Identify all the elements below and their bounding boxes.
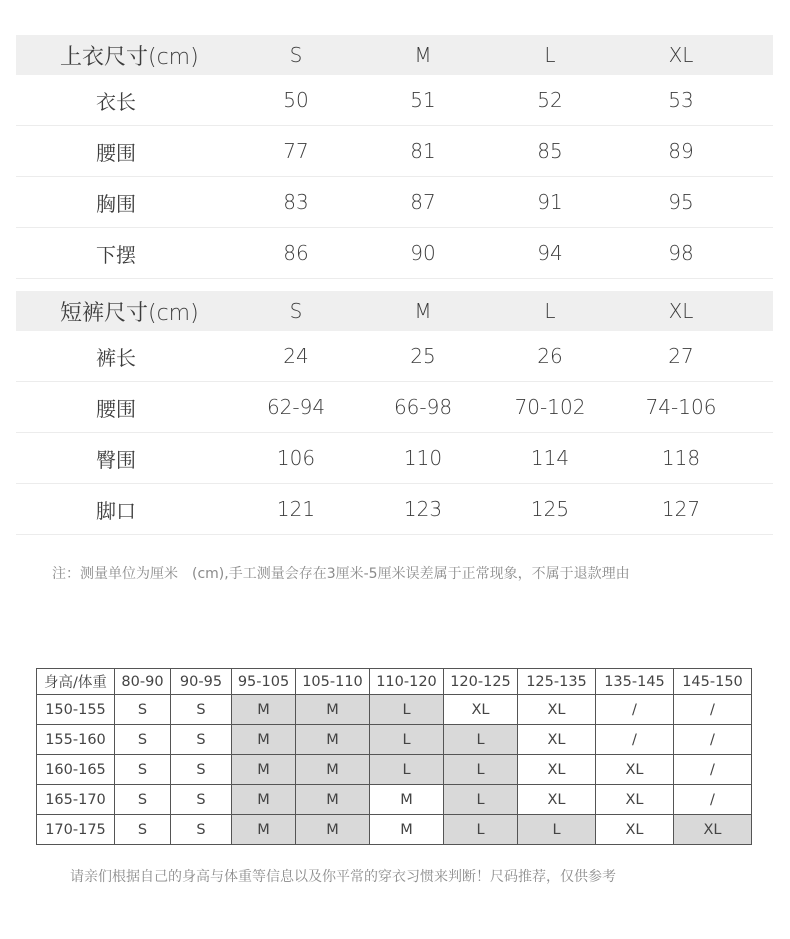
row-label: 腰围 — [96, 140, 136, 165]
value-cell: 125 — [530, 497, 570, 521]
size-header-l: L — [544, 299, 556, 323]
rec-size-cell: M — [296, 755, 370, 785]
value-cell: 66-98 — [393, 395, 453, 419]
row-label: 臀围 — [96, 447, 136, 472]
rec-size-cell: S — [171, 785, 232, 815]
value-cell: 89 — [668, 139, 694, 163]
rec-size-cell: XL — [596, 785, 674, 815]
rec-size-cell: / — [674, 755, 752, 785]
value-cell: 53 — [668, 88, 694, 112]
size-header-l: L — [544, 43, 556, 67]
rec-size-cell: M — [296, 695, 370, 725]
rec-weight-header: 110-120 — [370, 669, 444, 695]
rec-height-label: 160-165 — [37, 755, 115, 785]
rec-size-cell: S — [171, 725, 232, 755]
rec-size-cell: S — [171, 815, 232, 845]
value-cell: 83 — [283, 190, 309, 214]
shorts-row-length — [16, 331, 773, 382]
row-label: 脚口 — [96, 498, 136, 523]
size-recommendation-table — [36, 668, 752, 845]
rec-header-corner: 身高/体重 — [37, 669, 115, 695]
row-label: 下摆 — [96, 242, 136, 267]
rec-size-cell: / — [674, 695, 752, 725]
value-cell: 114 — [530, 446, 570, 470]
value-cell: 121 — [276, 497, 316, 521]
value-cell: 51 — [410, 88, 436, 112]
rec-size-cell: XL — [518, 755, 596, 785]
value-cell: 85 — [537, 139, 563, 163]
rec-size-cell: M — [296, 785, 370, 815]
rec-size-cell: M — [232, 785, 296, 815]
rec-size-cell: S — [115, 785, 171, 815]
value-cell: 127 — [661, 497, 701, 521]
rec-weight-header: 95-105 — [232, 669, 296, 695]
rec-size-cell: L — [444, 815, 518, 845]
rec-size-cell: S — [171, 755, 232, 785]
value-cell: 98 — [668, 241, 694, 265]
rec-size-cell: L — [370, 725, 444, 755]
rec-size-cell: M — [232, 755, 296, 785]
value-cell: 95 — [668, 190, 694, 214]
rec-size-cell: XL — [596, 755, 674, 785]
shorts-row-waist — [16, 382, 773, 433]
rec-size-cell: XL — [518, 725, 596, 755]
rec-weight-header: 80-90 — [115, 669, 171, 695]
rec-size-cell: L — [444, 755, 518, 785]
rec-size-cell: S — [115, 725, 171, 755]
row-label: 腰围 — [96, 396, 136, 421]
shorts-row-leg-opening — [16, 484, 773, 535]
rec-row — [37, 725, 752, 755]
size-header-s: S — [289, 299, 303, 323]
rec-height-label: 165-170 — [37, 785, 115, 815]
rec-size-cell: XL — [674, 815, 752, 845]
rec-size-cell: S — [115, 695, 171, 725]
rec-size-cell: XL — [444, 695, 518, 725]
value-cell: 25 — [410, 344, 436, 368]
shorts-row-hip — [16, 433, 773, 484]
top-size-title: 上衣尺寸(cm) — [60, 44, 199, 70]
rec-header-row — [37, 669, 752, 695]
rec-weight-header: 105-110 — [296, 669, 370, 695]
value-cell: 77 — [283, 139, 309, 163]
shorts-size-title: 短裤尺寸(cm) — [60, 300, 199, 326]
rec-size-cell: L — [444, 725, 518, 755]
rec-size-cell: / — [674, 725, 752, 755]
value-cell: 74-106 — [645, 395, 717, 419]
value-cell: 91 — [537, 190, 563, 214]
rec-weight-header: 125-135 — [518, 669, 596, 695]
value-cell: 86 — [283, 241, 309, 265]
top-row-hem — [16, 228, 773, 279]
value-cell: 94 — [537, 241, 563, 265]
shorts-size-table — [16, 291, 773, 535]
value-cell: 27 — [668, 344, 694, 368]
rec-size-cell: M — [296, 815, 370, 845]
rec-height-label: 155-160 — [37, 725, 115, 755]
rec-size-cell: M — [370, 785, 444, 815]
rec-weight-header: 90-95 — [171, 669, 232, 695]
rec-size-cell: L — [444, 785, 518, 815]
top-row-length — [16, 75, 773, 126]
rec-size-cell: M — [370, 815, 444, 845]
value-cell: 24 — [283, 344, 309, 368]
rec-size-cell: M — [232, 815, 296, 845]
measurement-note: 注：测量单位为厘米 (cm),手工测量会存在3厘米-5厘米误差属于正常现象，不属于退款理由 — [52, 566, 630, 582]
row-label: 衣长 — [96, 89, 136, 114]
row-label: 裤长 — [96, 345, 136, 370]
rec-row — [37, 785, 752, 815]
value-cell: 81 — [410, 139, 436, 163]
row-label: 胸围 — [96, 191, 136, 216]
rec-weight-header: 135-145 — [596, 669, 674, 695]
value-cell: 50 — [283, 88, 309, 112]
value-cell: 90 — [410, 241, 436, 265]
value-cell: 123 — [403, 497, 443, 521]
recommendation-footer-note: 请亲们根据自己的身高与体重等信息以及你平常的穿衣习惯来判断！尺码推荐，仅供参考 — [70, 869, 616, 885]
rec-size-cell: M — [232, 695, 296, 725]
rec-size-cell: S — [115, 755, 171, 785]
rec-size-cell: L — [518, 815, 596, 845]
rec-size-cell: / — [674, 785, 752, 815]
top-row-chest — [16, 177, 773, 228]
size-header-xl: XL — [668, 299, 694, 323]
value-cell: 87 — [410, 190, 436, 214]
shorts-size-header — [16, 291, 773, 331]
rec-size-cell: S — [115, 815, 171, 845]
rec-size-cell: M — [232, 725, 296, 755]
rec-size-cell: XL — [518, 785, 596, 815]
value-cell: 106 — [276, 446, 316, 470]
value-cell: 118 — [661, 446, 701, 470]
rec-size-cell: L — [370, 695, 444, 725]
size-header-s: S — [289, 43, 303, 67]
rec-row — [37, 755, 752, 785]
top-row-waist — [16, 126, 773, 177]
rec-row — [37, 695, 752, 725]
value-cell: 52 — [537, 88, 563, 112]
rec-weight-header: 120-125 — [444, 669, 518, 695]
value-cell: 62-94 — [266, 395, 326, 419]
rec-weight-header: 145-150 — [674, 669, 752, 695]
rec-size-cell: XL — [518, 695, 596, 725]
top-size-header — [16, 35, 773, 75]
rec-size-cell: M — [296, 725, 370, 755]
rec-row — [37, 815, 752, 845]
rec-size-cell: / — [596, 725, 674, 755]
size-header-xl: XL — [668, 43, 694, 67]
top-size-table — [16, 35, 773, 279]
rec-size-cell: S — [171, 695, 232, 725]
value-cell: 26 — [537, 344, 563, 368]
size-header-m: M — [414, 43, 432, 67]
value-cell: 70-102 — [514, 395, 586, 419]
value-cell: 110 — [403, 446, 443, 470]
size-header-m: M — [414, 299, 432, 323]
rec-height-label: 170-175 — [37, 815, 115, 845]
rec-size-cell: L — [370, 755, 444, 785]
rec-size-cell: XL — [596, 815, 674, 845]
rec-size-cell: / — [596, 695, 674, 725]
rec-height-label: 150-155 — [37, 695, 115, 725]
